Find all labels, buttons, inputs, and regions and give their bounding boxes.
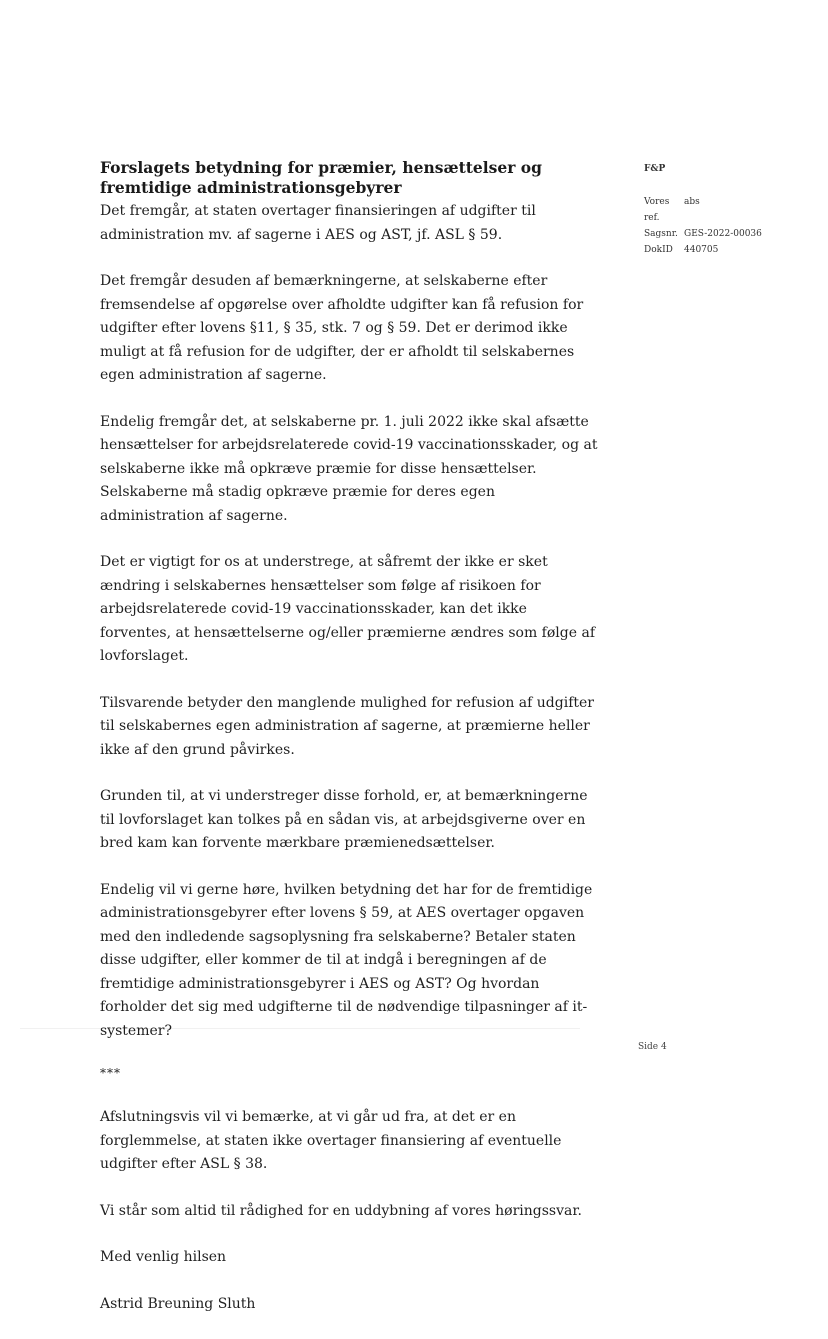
closing-paragraph-1: Afslutningsvis vil vi bemærke, at vi går ud fra, at det er en forglemmelse, at staten ikke overtager finansiering af eventuelle udgifter efter ASL § 38. [100,1109,562,1172]
sender-logo-text: F&P [644,164,666,174]
meta-label: Vores ref. [644,197,670,223]
salutation: Med venlig hilsen [100,1249,227,1265]
section-heading: Forslagets betydning for præmier, hensættelser og fremtidige administrationsgebyrer [100,158,542,197]
meta-value: abs [684,197,700,207]
meta-value: GES-2022-00036 [684,229,762,239]
paragraph-4: Det er vigtigt for os at understrege, at såfremt der ikke er sket ændring i selskabernes hensættelser som følge af risikoen for arbejdsrelaterede covid-19 vaccinationsskader, kan det ikke forventes, at hensættelserne og/eller præmierne ændres som følge af lovforslaget. [100,554,595,664]
paragraph-3: Endelig fremgår det, at selskaberne pr. 1. juli 2022 ikke skal afsætte hensættelser for arbejdsrelaterede covid-19 vaccinationsskader, og at selskaberne ikke må opkræve præmie for disse hensættelser. Selskaberne må stadig opkræve præmie for deres egen administration af sagerne. [100,413,598,524]
meta-label: Sagsnr. [644,229,678,239]
letter-body [100,158,600,1339]
meta-row-ref [644,194,762,226]
meta-row-case [644,226,762,242]
paragraph-5: Tilsvarende betyder den manglende mulighed for refusion af udgifter til selskabernes egen administration af sagerne, at præmierne heller ikke af den grund påvirkes. [100,694,594,758]
paragraph-2: Det fremgår desuden af bemærkningerne, at selskaberne efter fremsendelse af opgørelse over afholdte udgifter kan få refusion for udgifter efter lovens §11, § 35, stk. 7 og § 59. Det er derimod ikke muligt at få refusion for de udgifter, der er afholdt til selskabernes egen administration af sagerne. [100,273,584,383]
paragraph-6: Grunden til, at vi understreger disse forhold, er, at bemærkningerne til lovforslaget kan tolkes på en sådan vis, at arbejdsgiverne over en bred kam kan forvente mærkbare præmienedsættelser. [100,788,588,851]
meta-label: DokID [644,245,673,255]
meta-row-docid [644,242,762,258]
signature: Astrid Breuning Sluth [100,1295,256,1312]
meta-value: 440705 [684,245,719,255]
section-separator: *** [100,1066,121,1080]
paragraph-7: Endelig vil vi gerne høre, hvilken betydning det har for de fremtidige administrationsgebyrer efter lovens § 59, at AES overtager opgaven med den indledende sagsoplysning fra selskaberne? Betaler staten disse udgifter, eller kommer de til at indgå i beregningen af de fremtidige administrationsgebyrer i AES og AST? Og hvordan forholder det sig med udgifterne til de nødvendige tilpasninger af it-systemer? [100,881,593,1039]
page-number: Side 4 [638,1042,667,1052]
paragraph-1: Det fremgår, at staten overtager finansieringen af udgifter til administration mv. af sagerne i AES og AST, jf. ASL § 59. [100,203,536,243]
letter-metadata [644,164,762,258]
closing-paragraph-2: Vi står som altid til rådighed for en uddybning af vores høringssvar. [100,1202,582,1219]
